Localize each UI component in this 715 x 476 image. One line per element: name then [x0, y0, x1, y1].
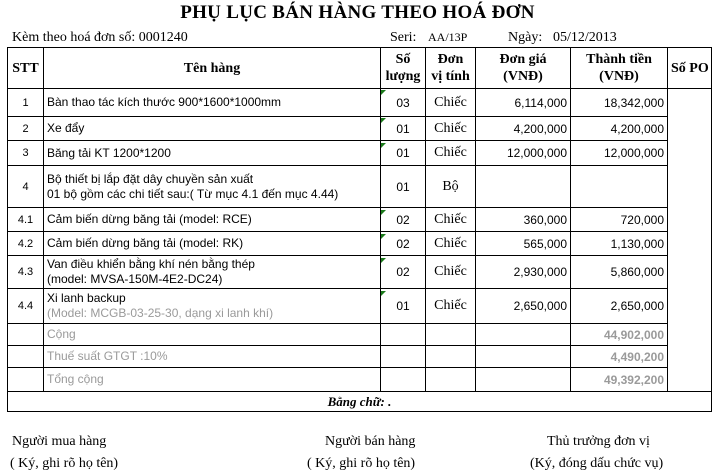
- table-row: [8, 208, 712, 232]
- vat-row: [8, 346, 712, 368]
- header-unit: Đơn vị tính: [426, 48, 476, 89]
- header-total: Thành tiền (VNĐ): [571, 48, 668, 89]
- row-unit: Chiếc: [426, 89, 476, 117]
- row-price: 4,200,000: [476, 117, 571, 141]
- header-qty: Số lượng: [381, 48, 426, 89]
- table-row: [8, 89, 712, 117]
- row-total: 1,130,000: [571, 232, 668, 256]
- header-name: Tên hàng: [44, 48, 381, 89]
- row-name: Van điều khiển bằng khí nén bằng thép (model: MVSA-150M-4E2-DC24): [44, 256, 381, 289]
- row-name: Cảm biến dừng băng tải (model: RK): [44, 232, 381, 256]
- director-title: Thủ trưởng đơn vị: [547, 434, 650, 449]
- table-row: [8, 289, 712, 324]
- subtotal-value: 44,902,000: [571, 324, 668, 346]
- row-qty: 01: [381, 141, 426, 166]
- document-title: PHỤ LỤC BÁN HÀNG THEO HOÁ ĐƠN: [180, 2, 535, 23]
- row-unit: Chiếc: [426, 289, 476, 324]
- grand-total-label: Tổng cộng: [44, 368, 381, 392]
- row-price: 12,000,000: [476, 141, 571, 166]
- empty-cell: [381, 346, 426, 368]
- subtotal-label: Cộng: [44, 324, 381, 346]
- empty-cell: [381, 368, 426, 392]
- row-name: Bàn thao tác kích thước 900*1600*1000mm: [44, 89, 381, 117]
- empty-cell: [426, 368, 476, 392]
- cell-comment-marker: [381, 258, 386, 263]
- empty-cell: [8, 324, 44, 346]
- empty-cell: [476, 368, 571, 392]
- row-total: 5,860,000: [571, 256, 668, 289]
- row-unit: Chiếc: [426, 117, 476, 141]
- row-name: Băng tải KT 1200*1200: [44, 141, 381, 166]
- table-row: [8, 166, 712, 208]
- cell-comment-marker: [381, 143, 386, 148]
- cell-comment-marker: [381, 291, 386, 296]
- header-stt: STT: [8, 48, 44, 89]
- empty-cell: [426, 324, 476, 346]
- row-stt: 2: [8, 117, 44, 141]
- sales-appendix-table: [7, 47, 712, 412]
- header-po: Số PO: [668, 48, 712, 89]
- vat-value: 4,490,200: [571, 346, 668, 368]
- row-stt: 4: [8, 166, 44, 208]
- row-name: Xe đẩy: [44, 117, 381, 141]
- row-name: Xi lanh backup (Model: MCGB-03-25-30, dạng xi lanh khí): [44, 289, 381, 324]
- date-value: 05/12/2013: [553, 30, 617, 45]
- row-price: 360,000: [476, 208, 571, 232]
- table-row: [8, 141, 712, 166]
- row-qty: 01: [381, 289, 426, 324]
- row-unit: Chiếc: [426, 256, 476, 289]
- table-row: [8, 256, 712, 289]
- grand-total-row: [8, 368, 712, 392]
- row-qty: 02: [381, 208, 426, 232]
- row-unit: Chiếc: [426, 208, 476, 232]
- table-header-row: [8, 48, 712, 89]
- row-price: [476, 166, 571, 208]
- row-unit: Chiếc: [426, 232, 476, 256]
- row-price: 2,930,000: [476, 256, 571, 289]
- row-name: Cảm biến dừng băng tải (model: RCE): [44, 208, 381, 232]
- invoice-number: Kèm theo hoá đơn số: 0001240: [12, 30, 188, 45]
- seller-note: ( Ký, ghi rõ họ tên): [307, 456, 416, 471]
- amount-in-words: Bằng chữ: .: [8, 392, 712, 412]
- row-stt: 4.3: [8, 256, 44, 289]
- row-total: 4,200,000: [571, 117, 668, 141]
- row-stt: 3: [8, 141, 44, 166]
- row-total: 720,000: [571, 208, 668, 232]
- row-stt: 1: [8, 89, 44, 117]
- table-row: [8, 117, 712, 141]
- grand-total-value: 49,392,200: [571, 368, 668, 392]
- row-total: 12,000,000: [571, 141, 668, 166]
- subtotal-row: [8, 324, 712, 346]
- row-total: [571, 166, 668, 208]
- row-stt: 4.2: [8, 232, 44, 256]
- empty-cell: [8, 368, 44, 392]
- row-total: 2,650,000: [571, 289, 668, 324]
- empty-cell: [476, 346, 571, 368]
- vat-label: Thuế suất GTGT :10%: [44, 346, 381, 368]
- row-unit: Bộ: [426, 166, 476, 208]
- row-qty: 03: [381, 89, 426, 117]
- row-total: 18,342,000: [571, 89, 668, 117]
- buyer-title: Người mua hàng: [12, 434, 107, 449]
- seri-value: AA/13P: [428, 30, 468, 44]
- cell-comment-marker: [381, 118, 386, 123]
- table-row: [8, 232, 712, 256]
- empty-cell: [476, 324, 571, 346]
- empty-cell: [381, 324, 426, 346]
- seller-title: Người bán hàng: [325, 434, 416, 449]
- row-stt: 4.4: [8, 289, 44, 324]
- row-price: 565,000: [476, 232, 571, 256]
- director-note: (Ký, đóng dấu chức vụ): [530, 456, 664, 471]
- cell-comment-marker: [381, 234, 386, 239]
- row-qty: 01: [381, 117, 426, 141]
- row-qty: 02: [381, 256, 426, 289]
- buyer-note: ( Ký, ghi rõ họ tên): [10, 456, 119, 471]
- cell-comment-marker: [381, 210, 386, 215]
- row-name: Bộ thiết bị lắp đặt dây chuyền sản xuất 01 bộ gồm các chi tiết sau:( Từ mục 4.1 đến mục 4.44): [44, 166, 381, 208]
- row-unit: Chiếc: [426, 141, 476, 166]
- empty-cell: [8, 346, 44, 368]
- row-stt: 4.1: [8, 208, 44, 232]
- row-qty: 02: [381, 232, 426, 256]
- row-qty: 01: [381, 166, 426, 208]
- header-price: Đơn giá (VNĐ): [476, 48, 571, 89]
- date-label: Ngày:: [508, 30, 543, 45]
- in-words-row: [8, 392, 712, 412]
- empty-cell: [426, 346, 476, 368]
- seri-label: Seri:: [390, 30, 417, 45]
- po-cell: [668, 89, 712, 392]
- row-price: 2,650,000: [476, 289, 571, 324]
- row-price: 6,114,000: [476, 89, 571, 117]
- cell-comment-marker: [381, 90, 386, 95]
